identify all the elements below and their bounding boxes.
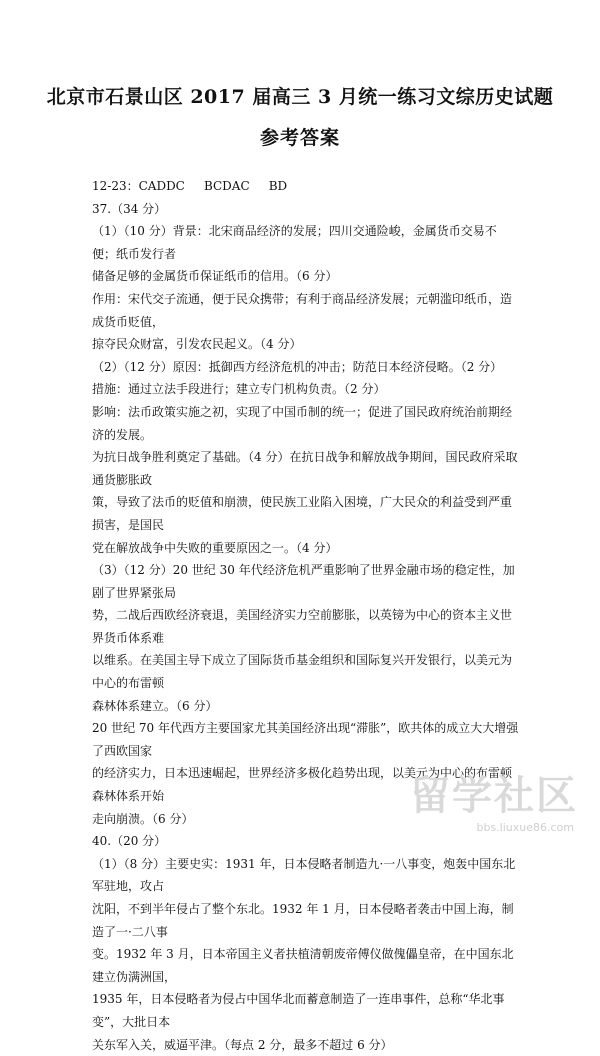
answer-line: 的经济实力，日本迅速崛起，世界经济多极化趋势出现，以美元为中心的布雷顿森林体系开始 [92, 766, 513, 804]
watermark-logo-text: 留学社区 [410, 773, 578, 819]
answer-line: （1）（8 分）主要史实：1931 年，日本侵略者制造九·一八事变，炮轰中国东北军驻地，攻占 [92, 856, 516, 894]
answer-line: 沈阳，不到半年侵占了整个东北。1932 年 1 月，日本侵略者袭击中国上海，制造了一·二八事 [92, 902, 514, 939]
answer-line: 以维系。在美国主导下成立了国际货币基金组织和国际复兴开发银行，以美元为中心的布雷顿 [92, 653, 513, 691]
document-title: 北京市石景山区 2017 届高三 3 月统一练习文综历史试题 [46, 86, 554, 108]
answer-line: 40.（20 分） [92, 834, 167, 849]
answer-line: 策，导致了法币的贬值和崩溃，使民族工业陷入困境，广大民众的利益受到严重损害，是国民 [92, 495, 513, 532]
answer-line: （1）（10 分）背景：北宋商品经济的发展；四川交通险峻，金属货币交易不便；纸币发行者 [92, 224, 497, 261]
answer-content [92, 175, 520, 1056]
answer-line: 森林体系建立。（6 分） [92, 698, 218, 713]
answer-line: （3）（12 分）20 世纪 30 年代经济危机严重影响了世界金融市场的稳定性，加剧了世界紧张局 [92, 563, 515, 600]
answer-line: 影响：法币政策实施之初，实现了中国币制的统一；促进了国民政府统治前期经济的发展。 [92, 404, 513, 442]
answer-line: 1935 年，日本侵略者为侵占中国华北而蓄意制造了一连串事件，总称“华北事变”，大批日本 [92, 992, 505, 1029]
watermark-url: bbs.liuxue86.com [476, 821, 574, 834]
answer-line: 关东军入关，威逼平津。（每点 2 分，最多不超过 6 分） [92, 1037, 393, 1052]
answer-line: 势，二战后西欧经济衰退，美国经济实力空前膨胀，以英镑为中心的资本主义世界货币体系难 [92, 608, 513, 645]
answer-line: 变。1932 年 3 月，日本帝国主义者扶植清朝废帝傅仪做傀儡皇帝，在中国东北建立伪满洲国， [92, 947, 514, 984]
answer-line: 走向崩溃。（6 分） [92, 811, 194, 826]
answer-line: 37.（34 分） [92, 201, 167, 216]
answer-line: 20 世纪 70 年代西方主要国家尤其美国经济出现“滞胀”，欧共体的成立大大增强了西欧国家 [92, 721, 519, 758]
answer-line: 党在解放战争中失败的重要原因之一。（4 分） [92, 540, 338, 555]
answer-line: 作用：宋代交子流通，便于民众携带；有利于商品经济发展；元朝滥印纸币，造成货币贬值， [92, 291, 513, 329]
answer-line: 措施：通过立法手段进行；建立专门机构负责。（2 分） [92, 382, 386, 397]
answer-line: 掠夺民众财富，引发农民起义。（4 分） [92, 337, 302, 352]
answer-line: （2）（12 分）原因：抵御西方经济危机的冲击；防范日本经济侵略。（2 分） [92, 359, 503, 374]
answer-line: 12-23：CADDC BCDAC BD [92, 179, 288, 193]
answer-line: 储备足够的金属货币保证纸币的信用。（6 分） [92, 269, 338, 284]
watermark-logo [408, 774, 578, 834]
document-subtitle: 参考答案 [259, 127, 340, 149]
answer-line: 为抗日战争胜利奠定了基础。（4 分）在抗日战争和解放战争期间，国民政府采取通货膨胀政 [92, 450, 518, 487]
